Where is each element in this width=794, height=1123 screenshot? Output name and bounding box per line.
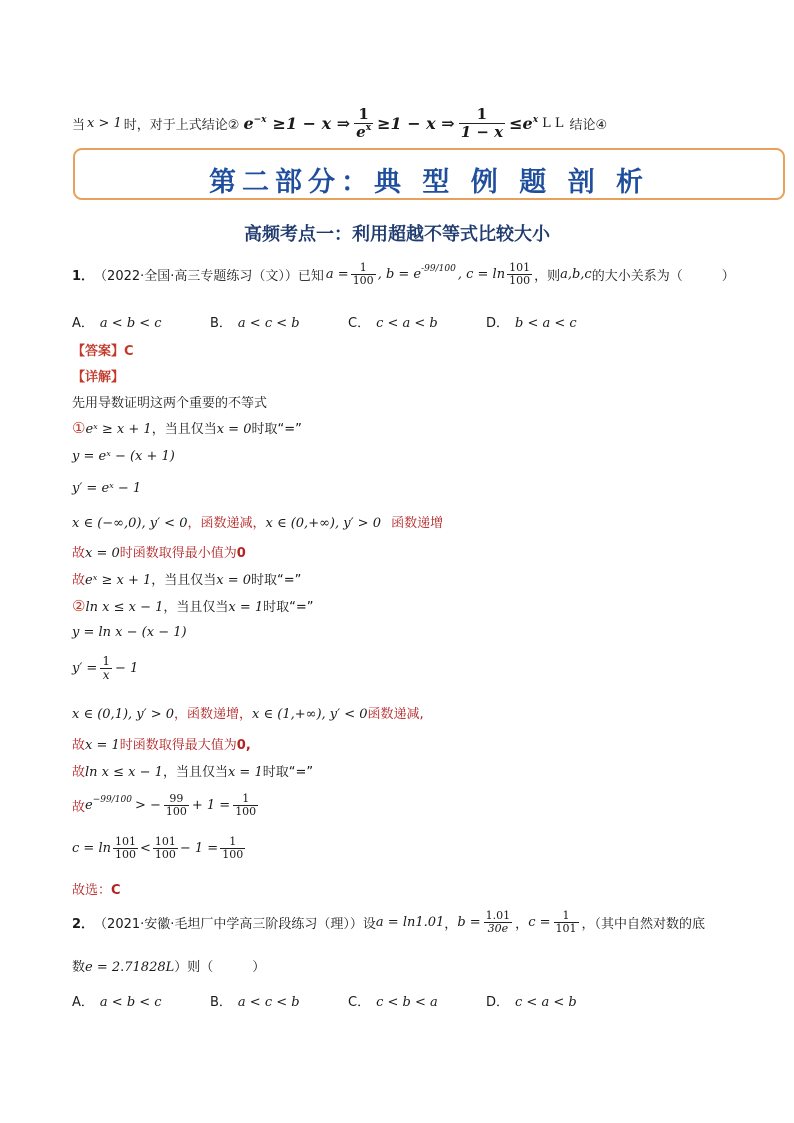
- q1-detail-label: 【详解】: [72, 370, 125, 385]
- intro-formula-2: ≥1 − x ⇒: [272, 113, 351, 133]
- q1-line3: y′ = eˣ − 1: [72, 481, 142, 496]
- q2-option-c[interactable]: C． c < b < a: [348, 995, 438, 1010]
- q2-option-d[interactable]: D． c < a < b: [486, 995, 577, 1010]
- q1-line14: c = ln $\frac{101}{100}$ < $\frac{101}{100}$ − 1 = $\frac{1}{100}$: [72, 835, 244, 862]
- q1-option-a[interactable]: A． a < b < c: [72, 316, 162, 331]
- q1-line4: x ∈ (−∞,0), y′ < 0，函数递减，x ∈ (0,+∞), y′ > 0 函数递增: [72, 516, 444, 531]
- q1-option-c[interactable]: C． c < a < b: [348, 316, 438, 331]
- intro-fraction-2: $\frac{1}{1 - x}$: [460, 105, 504, 141]
- q1-line6: 故eˣ ≥ x + 1，当且仅当x = 0时取“=”: [72, 573, 302, 588]
- q1-line7: ②ln x ≤ x − 1，当且仅当x = 1时取“=”: [72, 597, 314, 615]
- intro-tail: L L: [542, 115, 564, 131]
- q2-line2: 数e = 2.71828L）则（ ）: [72, 960, 266, 975]
- intro-formula-e: $e^{-x}$: [243, 113, 267, 133]
- section-banner: [73, 148, 785, 200]
- q2-stem: 2． （2021·安徽·毛坦厂中学高三阶段练习（理））设 a = ln1.01 ， b = $\frac{1.01}{30e}$ ， c = $\frac{1}{101}$ ，（其中自然对数的底: [72, 909, 706, 936]
- q1-tail2: 的大小关系为（ ）: [591, 269, 735, 285]
- q2-number: 2．: [72, 917, 95, 933]
- q1-line2: y = eˣ − (x + 1): [72, 449, 175, 464]
- q1-option-b[interactable]: B． a < c < b: [210, 316, 300, 331]
- intro-fraction-1: $\frac{1}{e^x}$: [356, 105, 372, 141]
- q1-detail-intro: 先用导数证明这两个重要的不等式: [72, 396, 268, 411]
- q1-option-d[interactable]: D． b < a < c: [486, 316, 577, 331]
- q1-number: 1．: [72, 269, 95, 285]
- q1-c-fraction: $\frac{101}{100}$: [509, 261, 531, 288]
- intro-line: [72, 106, 607, 140]
- q1-line11: 故x = 1时函数取得最大值为0,: [72, 738, 251, 753]
- q1-line5: 故x = 0时函数取得最小值为0: [72, 546, 246, 561]
- q2-option-a[interactable]: A． a < b < c: [72, 995, 162, 1010]
- topic-subtitle: 高频考点一：利用超越不等式比较大小: [244, 224, 550, 245]
- section-title: 第二部分：典 型 例 题 剖 析: [209, 167, 649, 198]
- q1-b-lhs: , $b = e^{-99/100}$: [377, 264, 456, 283]
- q2-options: [72, 991, 772, 1011]
- intro-suffix: 结论④: [569, 117, 608, 133]
- intro-formula-4: ≥1 − x ⇒: [377, 113, 455, 133]
- intro-formula-6: $\le e^x$: [509, 113, 539, 133]
- q1-line9: y′ = $\frac{1}{x}$ − 1: [72, 654, 139, 683]
- intro-condition: x > 1: [87, 115, 122, 131]
- q2-option-b[interactable]: B． a < c < b: [210, 995, 300, 1010]
- intro-prefix: 当: [72, 117, 86, 133]
- q1-a-fraction: $\frac{1}{100}$: [352, 261, 374, 288]
- q1-line12: 故ln x ≤ x − 1，当且仅当x = 1时取“=”: [72, 765, 314, 780]
- q1-line10: x ∈ (0,1), y′ > 0，函数递增，x ∈ (1,+∞), y′ < 0函数递减,: [72, 707, 424, 722]
- q1-tail1: ，则: [534, 269, 561, 285]
- intro-middle: 时，对于上式结论②: [123, 117, 240, 133]
- q1-line13: 故 $e^{-99/100}$ > − $\frac{99}{100}$ + 1 = $\frac{1}{100}$: [72, 792, 257, 819]
- q1-final: 故选：C: [72, 883, 121, 898]
- q1-source: （2022·全国·高三专题练习（文））已知: [94, 269, 324, 285]
- q1-vars: a,b,c: [560, 267, 592, 283]
- q1-answer: 【答案】C: [72, 344, 134, 359]
- q1-c-lhs: , c = ln: [457, 267, 506, 283]
- q1-options: [72, 312, 772, 332]
- q2-source: （2021·安徽·毛坦厂中学高三阶段练习（理））设: [94, 917, 376, 933]
- q1-line8: y = ln x − (x − 1): [72, 625, 187, 640]
- q1-line1: ①eˣ ≥ x + 1，当且仅当x = 0时取“=”: [72, 419, 302, 437]
- q1-stem: [72, 262, 735, 287]
- q1-a-lhs: a =: [325, 267, 349, 283]
